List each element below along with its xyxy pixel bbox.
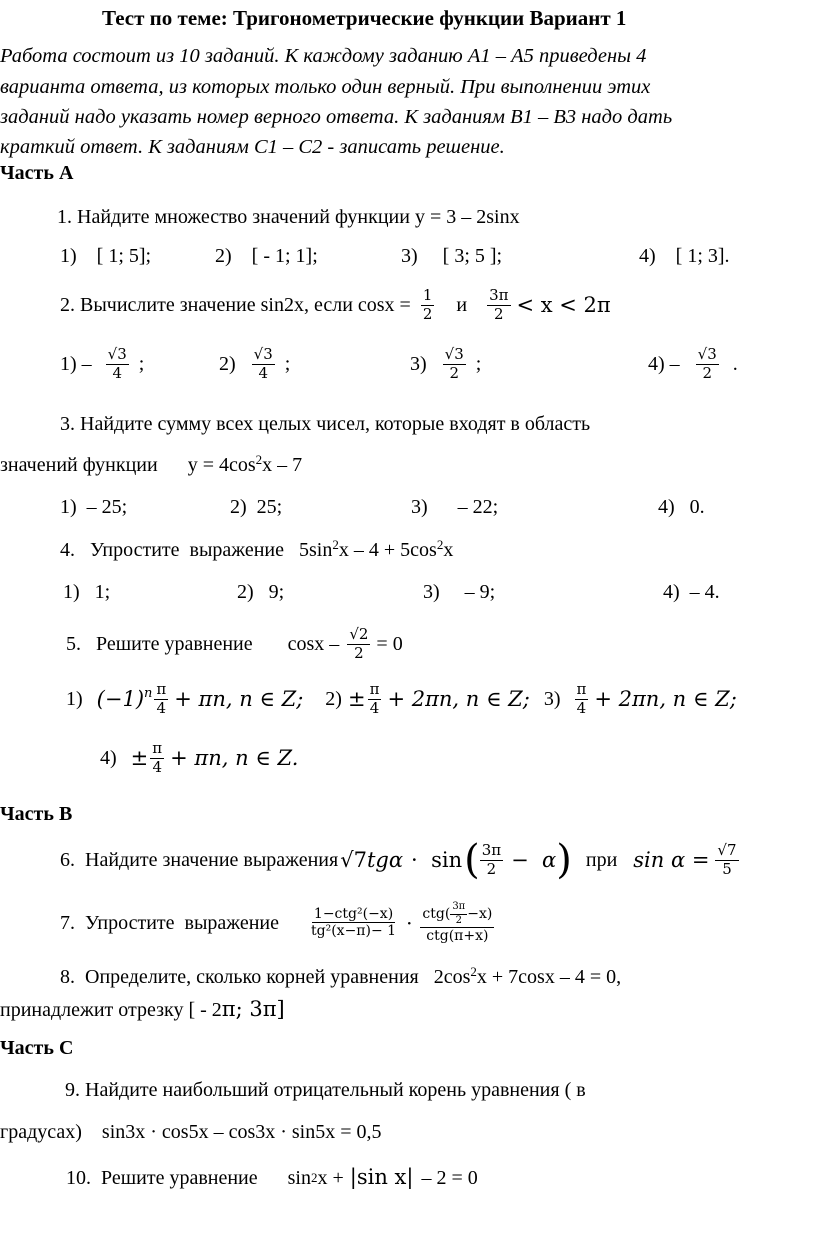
q6-sin: · sin [411, 847, 463, 872]
q3-answer-1: 1) – 25; [60, 496, 128, 518]
q8-line2-text: принадлежит отрезку [ - 2 [0, 999, 222, 1021]
q5-a1-pre-text: (−1) [96, 686, 145, 711]
q2-a3-fraction [443, 347, 466, 382]
q3-line2-sup: 2 [255, 452, 263, 467]
q2-a3-tail: ; [475, 353, 482, 376]
q7-f2-num-a: ctg( [422, 905, 451, 922]
q7-f1-den: tg²(x−π)− 1 [311, 923, 397, 940]
q4-text-2: x – 4 + 5cos [338, 539, 437, 561]
question-9-line-2: градусах) sin3x · cos5x – cos3x · sin5x = 0,5 [0, 1121, 382, 1143]
q4-text-3: x [443, 539, 454, 561]
q2-range-rest: < x < 2π [516, 292, 611, 317]
q3-line2-tail: x – 7 [262, 454, 303, 476]
q2-a3-num: √3 [444, 345, 464, 363]
q1-answer-1: 1) [ 1; 5]; [60, 245, 152, 267]
q7-text: 7. Упростите выражение [60, 911, 280, 934]
q7-fraction-2 [420, 902, 494, 944]
q5-a3-post: + 2πn, n ∈ Z; [594, 686, 737, 711]
q5-a1-label: 1) [66, 688, 83, 711]
q2-answer-2 [219, 347, 290, 382]
q6-text: 6. Найдите значение выражения [60, 849, 339, 871]
q5-a2-pre: ± [347, 686, 366, 711]
q2-a2-fraction [252, 347, 275, 382]
q7-f2-inner-num: 3π [450, 902, 467, 915]
q6-cond-den: 5 [722, 859, 732, 878]
q6-inner-fraction [480, 840, 503, 878]
q3-line2-text: значений функции y = 4cos [0, 454, 256, 476]
part-a-heading: Часть А [0, 162, 74, 184]
q7-f2-inner-fraction [450, 902, 467, 926]
q5-a1-sup: n [144, 685, 153, 701]
q2-a1-tail: ; [138, 353, 145, 376]
q5-a2-den: 4 [369, 698, 380, 717]
q5-a3-label: 3) [543, 688, 561, 711]
question-2 [60, 288, 611, 323]
question-10 [66, 1167, 478, 1188]
q2-a2-tail: ; [284, 353, 291, 376]
q2-range-den: 2 [494, 304, 504, 323]
question-8-line-2 [0, 999, 285, 1020]
question-8 [60, 964, 622, 988]
intro-line-4: краткий ответ. К заданиям С1 – С2 - записать решение. [0, 136, 505, 158]
q4-sup-2: 2 [436, 537, 444, 552]
question-1: 1. Найдите множество значений функции y = 3 – 2sinx [57, 206, 520, 228]
q5-a3-den: 4 [576, 698, 587, 717]
q5-answer-4 [100, 741, 298, 776]
q2-a2-num: √3 [253, 345, 273, 363]
q10-text-2: x + [317, 1167, 344, 1189]
question-3-line-2 [0, 452, 303, 476]
part-c-heading: Часть С [0, 1037, 74, 1059]
q2-and: и [456, 294, 468, 317]
q3-answer-3: 3) – 22; [411, 496, 499, 518]
q2-a1-label: 1) – [60, 353, 92, 376]
q5-a2-post: + 2πn, n ∈ Z; [387, 686, 530, 711]
q5-a1-fraction [154, 682, 168, 717]
q6-cond: sin α = [633, 847, 710, 872]
q7-f2-num [420, 902, 494, 928]
q1-answer-3: 3) [ 3; 5 ]; [401, 245, 503, 267]
q2-a1-num: √3 [107, 345, 127, 363]
q5-a1-num: π [156, 680, 167, 698]
q8-line2-interval: π; 3π] [221, 997, 285, 1021]
q4-answer-3: 3) – 9; [423, 581, 496, 603]
q2-a1-fraction [106, 347, 129, 382]
question-4 [60, 537, 454, 561]
q2-a4-tail: . [732, 353, 738, 376]
q4-answer-1: 1) 1; [63, 581, 111, 603]
q7-f2-num-b: −x) [467, 905, 493, 922]
q2-text: 2. Вычислите значение sin2x, если cosx = [60, 294, 411, 317]
q4-text-1: 4. Упростите выражение 5sin [60, 539, 333, 561]
q2-a2-label: 2) [219, 353, 236, 376]
q2-a4-num: √3 [697, 345, 717, 363]
q6-sqrt7: √7 [340, 847, 367, 872]
q2-answer-3 [410, 347, 481, 382]
intro-line-1: Работа состоит из 10 заданий. К каждому заданию А1 – А5 приведены 4 [0, 45, 647, 67]
question-3: 3. Найдите сумму всех целых чисел, которые входят в область [60, 413, 591, 435]
q2-cos-fraction [421, 288, 435, 323]
q2-cos-num: 1 [422, 286, 433, 304]
q2-range-fraction [487, 288, 510, 323]
q5-den: 2 [354, 643, 364, 662]
q5-a4-post: + πn, n ∈ Z. [170, 745, 299, 770]
q1-answer-2: 2) [ - 1; 1]; [215, 245, 318, 267]
q2-a3-label: 3) [410, 353, 427, 376]
q7-dot: · [406, 910, 413, 935]
q5-a1-pre [96, 685, 153, 711]
q5-answers-row [66, 682, 737, 717]
q5-a3-fraction [575, 682, 589, 717]
part-b-heading: Часть В [0, 803, 73, 825]
q5-a1-den: 4 [156, 698, 167, 717]
question-9: 9. Найдите наибольший отрицательный корень уравнения ( в [65, 1079, 586, 1101]
q2-a2-den: 4 [258, 363, 268, 382]
q2-a1-den: 4 [112, 363, 122, 382]
q10-abs-sin: |sin x| [349, 1165, 414, 1189]
q5-a3-num: π [576, 680, 587, 698]
q6-inner-num: 3π [481, 840, 502, 859]
q10-text-3: – 2 = 0 [421, 1167, 478, 1189]
q5-a4-den: 4 [152, 757, 162, 776]
q8-text-2: x + 7cosx – 4 = 0, [476, 966, 622, 988]
intro-line-3: заданий надо указать номер верного ответа. К заданиям В1 – В3 надо дать [0, 106, 673, 128]
q2-a3-den: 2 [449, 363, 459, 382]
q4-answer-4: 4) – 4. [663, 581, 720, 603]
q2-answer-4 [648, 347, 738, 382]
q2-a4-label: 4) – [648, 353, 680, 376]
q7-fraction-1 [309, 907, 398, 939]
q8-sup: 2 [470, 964, 477, 979]
q8-text-1: 8. Определите, сколько корней уравнения 2cos [60, 966, 471, 988]
q5-a4-fraction [150, 741, 164, 776]
q6-inner-den: 2 [486, 859, 497, 878]
q5-num: √2 [349, 625, 369, 643]
q6-cond-num: √7 [717, 840, 737, 859]
q2-range-num: 3π [489, 286, 509, 304]
q2-answer-1 [60, 347, 144, 382]
q5-text: 5. Решите уравнение cosx – [66, 633, 340, 656]
q4-answer-2: 2) 9; [237, 581, 285, 603]
question-6 [60, 837, 739, 883]
q6-right-paren: ) [556, 837, 572, 883]
q7-f2-den: ctg(π+x) [426, 928, 489, 944]
q5-tail: = 0 [376, 633, 403, 656]
q5-a2-num: π [369, 680, 380, 698]
q7-f2-inner-den: 2 [455, 914, 462, 926]
question-5 [66, 627, 403, 662]
q6-cond-fraction [715, 840, 738, 878]
q5-a4-label: 4) [100, 747, 117, 770]
q6-left-paren: ( [464, 837, 480, 883]
q6-when: при [585, 849, 618, 871]
q3-answer-4: 4) 0. [658, 496, 705, 518]
q2-a4-fraction [696, 347, 719, 382]
q5-a2-fraction [368, 682, 382, 717]
q4-sup-1: 2 [332, 537, 339, 552]
question-7 [60, 902, 494, 944]
page-title: Тест по теме: Тригонометрические функции Вариант 1 [102, 6, 627, 30]
q6-tg: tgα [366, 847, 404, 872]
q3-answer-2: 2) 25; [230, 496, 283, 518]
q5-fraction [347, 627, 370, 662]
q7-f1-num: 1−ctg²(−x) [313, 905, 394, 922]
intro-line-2: варианта ответа, из которых только один верный. При выполнении этих [0, 76, 651, 98]
q10-sup: 2 [310, 1170, 318, 1185]
q5-a2-label: 2) [325, 688, 342, 711]
q1-answer-4: 4) [ 1; 3]. [639, 245, 730, 267]
q5-a4-num: π [152, 739, 163, 757]
q10-text-1: 10. Решите уравнение sin [66, 1167, 311, 1189]
q5-a1-post: + πn, n ∈ Z; [174, 686, 304, 711]
q2-a4-den: 2 [702, 363, 712, 382]
q6-inner-rest: − α [511, 847, 557, 872]
q2-cos-den: 2 [422, 304, 433, 323]
q5-a4-pre: ± [130, 745, 149, 770]
